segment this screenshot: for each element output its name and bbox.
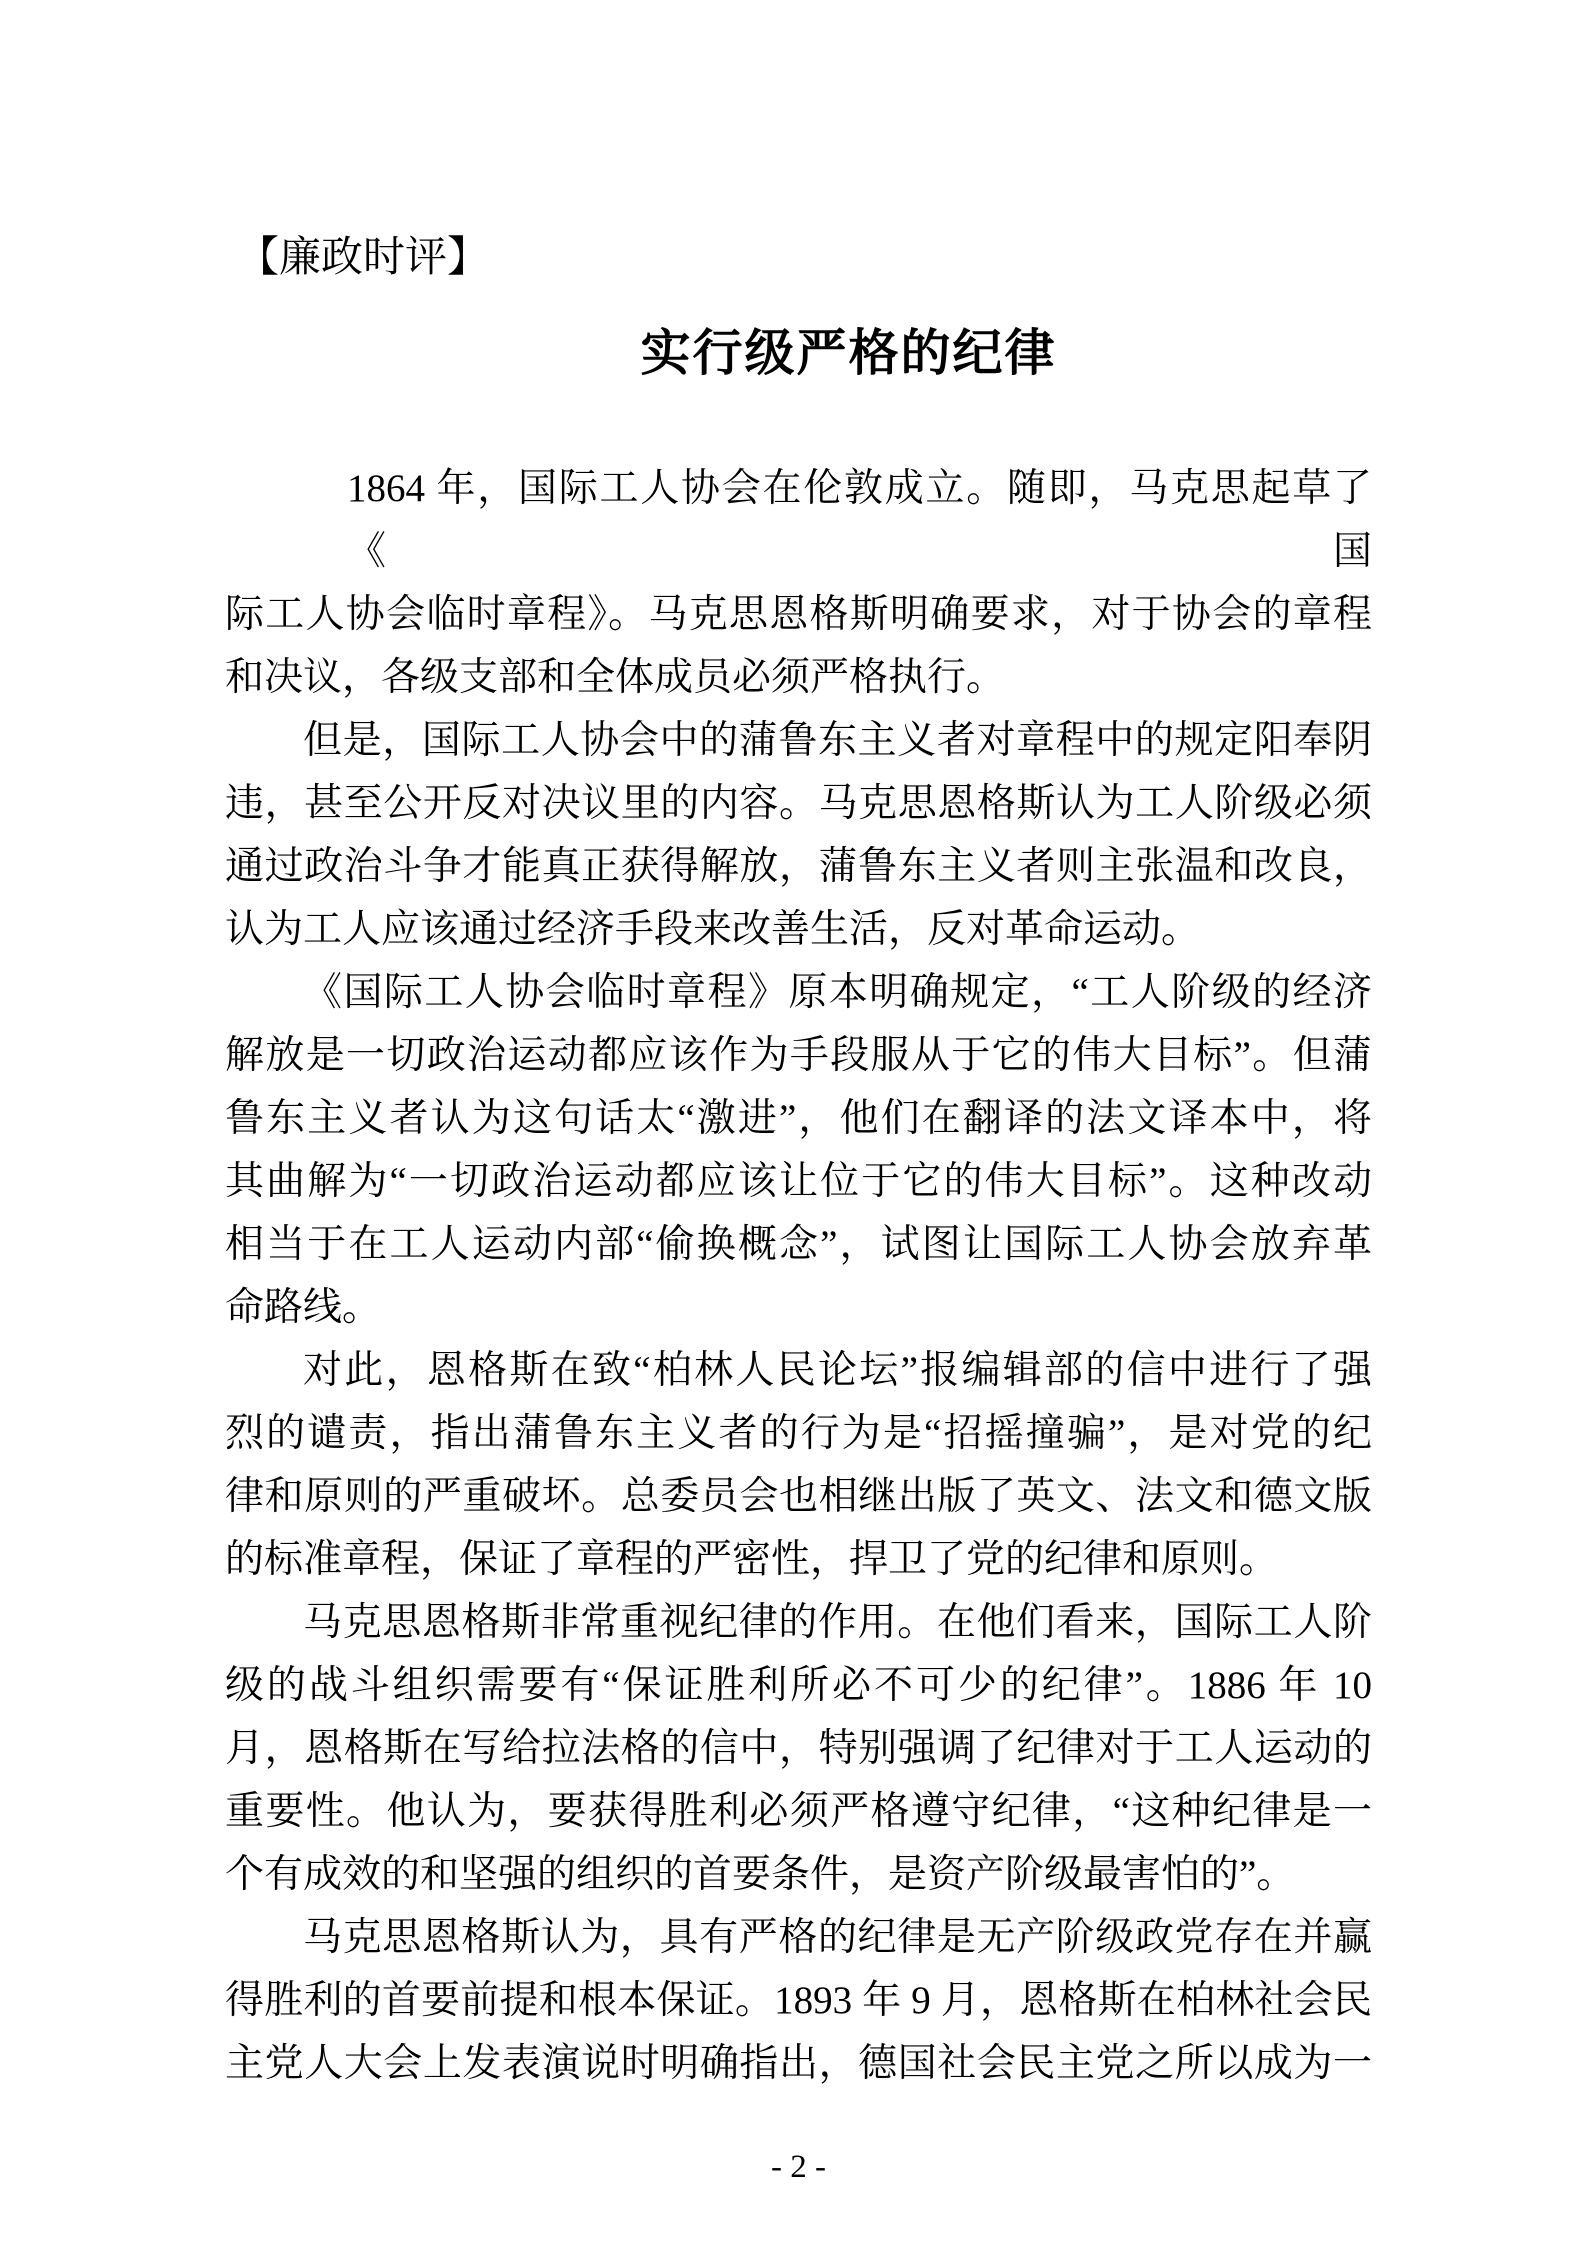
text-line: 个有成效的和坚强的组织的首要条件，是资产阶级最害怕的”。 xyxy=(225,1853,1296,1896)
text-line: 鲁东主义者认为这句话太“激进”，他们在翻译的法文译本中，将 xyxy=(225,1097,1372,1140)
text-line: 对此，恩格斯在致“柏林人民论坛”报编辑部的信中进行了强 xyxy=(303,1349,1372,1392)
text-line: 其曲解为“一切政治运动都应该让位于它的伟大目标”。这种改动 xyxy=(225,1160,1372,1203)
text-line: 但是，国际工人协会中的蒲鲁东主义者对章程中的规定阳奉阴 xyxy=(303,719,1372,762)
text-line: 认为工人应该通过经济手段来改善生活，反对革命运动。 xyxy=(225,908,1201,951)
paragraph xyxy=(225,457,1372,709)
paragraph xyxy=(225,961,1372,1339)
text-line: 主党人大会上发表演说时明确指出，德国社会民主党之所以成为一 xyxy=(225,2042,1372,2085)
text-line: 的标准章程，保证了章程的严密性，捍卫了党的纪律和原则。 xyxy=(225,1538,1279,1581)
text-line: 际工人协会临时章程》。马克思恩格斯明确要求，对于协会的章程 xyxy=(225,593,1372,636)
text-line: 律和原则的严重破坏。总委员会也相继出版了英文、法文和德文版 xyxy=(225,1475,1372,1518)
text-line: 重要性。他认为，要获得胜利必须严格遵守纪律，“这种纪律是一 xyxy=(225,1790,1372,1833)
text-line: 1864 年，国际工人协会在伦敦成立。随即，马克思起草了《国 xyxy=(347,467,1372,573)
text-line: 烈的谴责，指出蒲鲁东主义者的行为是“招摇撞骗”，是对党的纪 xyxy=(225,1412,1372,1455)
document-body xyxy=(225,457,1372,2095)
text-line: 马克思恩格斯认为，具有严格的纪律是无产阶级政党存在并赢 xyxy=(303,1916,1372,1959)
text-line: 解放是一切政治运动都应该作为手段服从于它的伟大目标”。但蒲 xyxy=(225,1034,1372,1077)
text-line: 《国际工人协会临时章程》原本明确规定，“工人阶级的经济 xyxy=(303,971,1372,1014)
document-title: 实行级严格的纪律 xyxy=(640,325,1057,381)
paragraph xyxy=(225,709,1372,961)
text-line: 相当于在工人运动内部“偷换概念”，试图让国际工人协会放弃革 xyxy=(225,1223,1372,1266)
text-line: 违，甚至公开反对决议里的内容。马克思恩格斯认为工人阶级必须 xyxy=(225,782,1372,825)
paragraph xyxy=(225,1591,1372,1906)
text-line: 通过政治斗争才能真正获得解放，蒲鲁东主义者则主张温和改良， xyxy=(225,845,1372,888)
text-line: 月，恩格斯在写给拉法格的信中，特别强调了纪律对于工人运动的 xyxy=(225,1727,1372,1770)
paragraph xyxy=(225,1339,1372,1591)
text-column xyxy=(225,228,1372,2190)
text-line: 级的战斗组织需要有“保证胜利所必不可少的纪律”。1886 年 10 xyxy=(225,1664,1372,1707)
text-line: 得胜利的首要前提和根本保证。1893 年 9 月，恩格斯在柏林社会民 xyxy=(225,1979,1372,2022)
text-line: 和决议，各级支部和全体成员必须严格执行。 xyxy=(225,656,1006,699)
text-line: 马克思恩格斯非常重视纪律的作用。在他们看来，国际工人阶 xyxy=(303,1601,1372,1644)
paragraph xyxy=(225,1906,1372,2095)
text-line: 命路线。 xyxy=(225,1286,382,1329)
page-number: - 2 - xyxy=(771,2149,826,2185)
section-tag: 【廉政时评】 xyxy=(237,235,490,281)
